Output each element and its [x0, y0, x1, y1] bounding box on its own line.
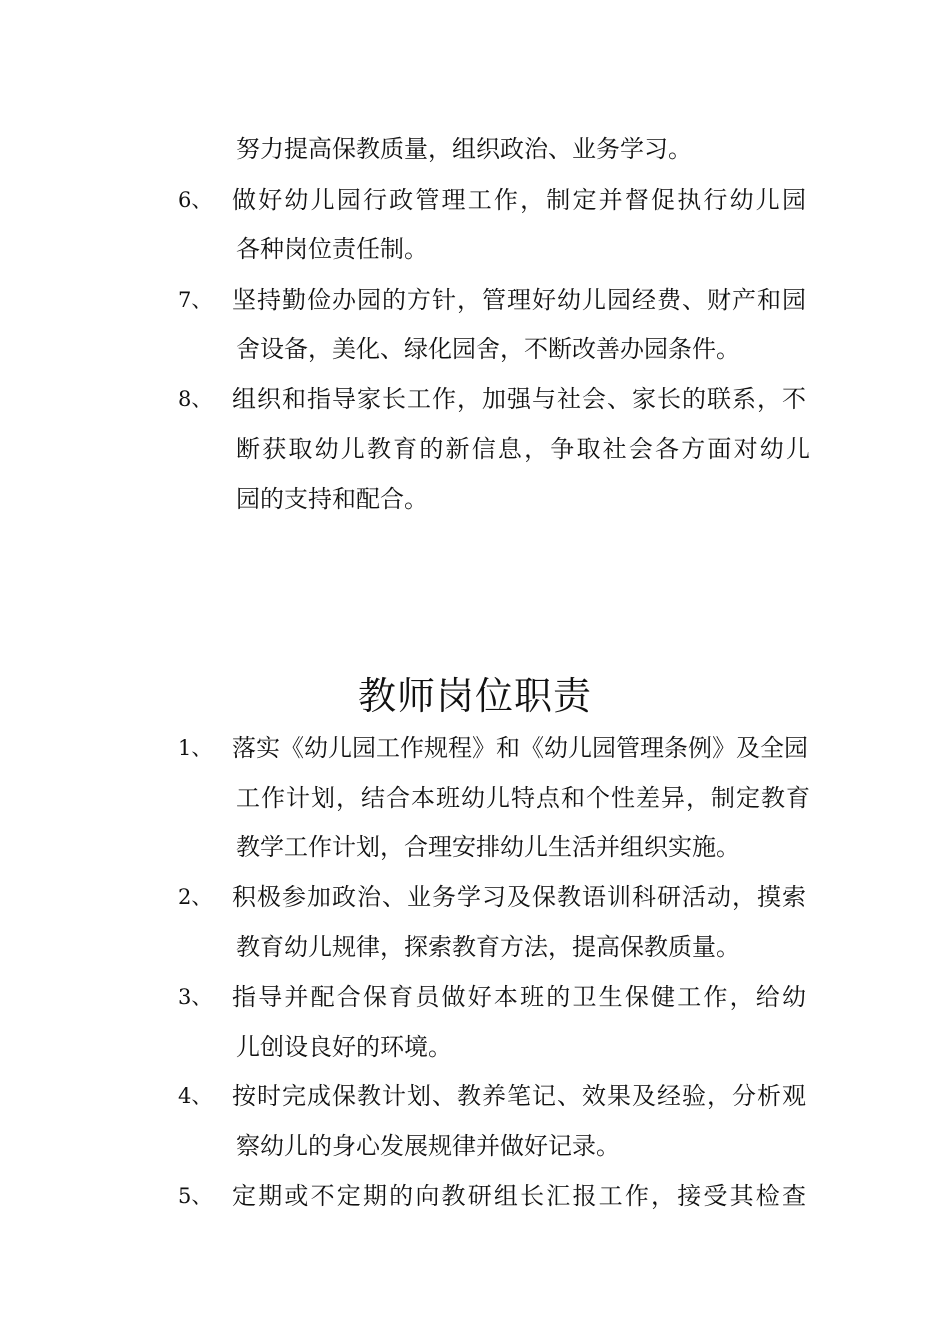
item-text-line: 积极参加政治、业务学习及保教语训科研活动，摸索 — [232, 883, 806, 911]
item-text-line: 组织和指导家长工作，加强与社会、家长的联系，不 — [232, 385, 806, 413]
section-title: 教师岗位职责 — [357, 674, 592, 718]
continuation-line: 努力提高保教质量，组织政治、业务学习。 — [236, 135, 692, 163]
item-text-line: 工作计划，结合本班幼儿特点和个性差异，制定教育 — [236, 784, 810, 812]
item-number: 5、 — [178, 1184, 213, 1208]
item-text-line: 各种岗位责任制。 — [236, 235, 428, 263]
item-text-line: 教学工作计划，合理安排幼儿生活并组织实施。 — [236, 833, 740, 861]
item-number: 1、 — [178, 736, 213, 760]
item-number: 3、 — [178, 985, 213, 1009]
item-text-line: 舍设备，美化、绿化园舍，不断改善办园条件。 — [236, 335, 740, 363]
item-number: 6、 — [178, 188, 213, 212]
item-text-line: 指导并配合保育员做好本班的卫生保健工作，给幼 — [232, 983, 806, 1011]
item-text-line: 坚持勤俭办园的方针，管理好幼儿园经费、财产和园 — [232, 286, 806, 314]
item-text-line: 教育幼儿规律，探索教育方法，提高保教质量。 — [236, 933, 740, 961]
item-text-line: 做好幼儿园行政管理工作，制定并督促执行幼儿园 — [232, 186, 806, 214]
item-number: 4、 — [178, 1084, 213, 1108]
item-text-line: 园的支持和配合。 — [236, 485, 428, 513]
item-number: 7、 — [178, 288, 213, 312]
item-text-line: 儿创设良好的环境。 — [236, 1033, 452, 1061]
item-number: 8、 — [178, 387, 213, 411]
item-text-line: 落实《幼儿园工作规程》和《幼儿园管理条例》及全园 — [232, 734, 808, 762]
item-text-line: 定期或不定期的向教研组长汇报工作，接受其检查 — [232, 1182, 806, 1210]
item-text-line: 按时完成保教计划、教养笔记、效果及经验，分析观 — [232, 1082, 806, 1110]
item-number: 2、 — [178, 885, 213, 909]
item-text-line: 察幼儿的身心发展规律并做好记录。 — [236, 1132, 620, 1160]
item-text-line: 断获取幼儿教育的新信息，争取社会各方面对幼儿 — [236, 435, 810, 463]
